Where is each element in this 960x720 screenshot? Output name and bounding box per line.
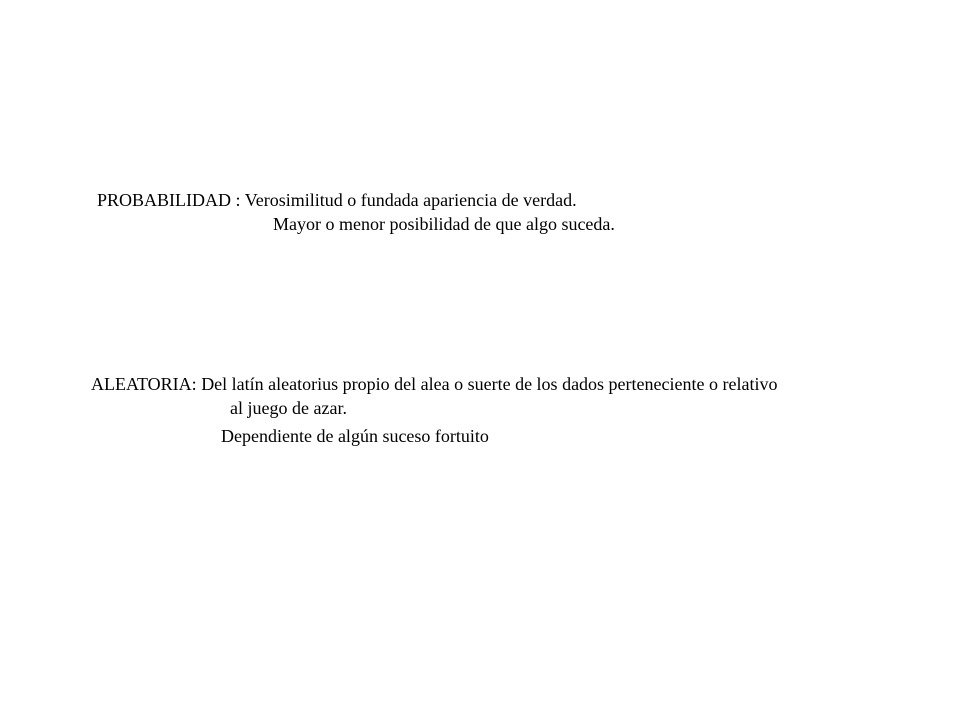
definition-text: al juego de azar. xyxy=(230,398,347,418)
definition-text: Del latín aleatorius propio del alea o suerte de los dados perteneciente o relativo xyxy=(201,374,778,394)
definition-aleatoria-line-3 xyxy=(221,425,489,447)
term-probabilidad: PROBABILIDAD xyxy=(97,190,232,210)
definition-text: Verosimilitud o fundada apariencia de verdad. xyxy=(244,190,577,210)
term-separator: : xyxy=(191,374,202,394)
definition-probabilidad-line-2 xyxy=(273,213,615,235)
definition-text: Dependiente de algún suceso fortuito xyxy=(221,426,489,446)
definition-aleatoria-line-2 xyxy=(230,397,347,419)
definition-probabilidad-line-1 xyxy=(97,189,577,211)
definition-text: Mayor o menor posibilidad de que algo suceda. xyxy=(273,214,615,234)
term-aleatoria: ALEATORIA xyxy=(91,374,192,394)
term-separator: : xyxy=(231,190,245,210)
definition-aleatoria-line-1 xyxy=(91,373,777,395)
